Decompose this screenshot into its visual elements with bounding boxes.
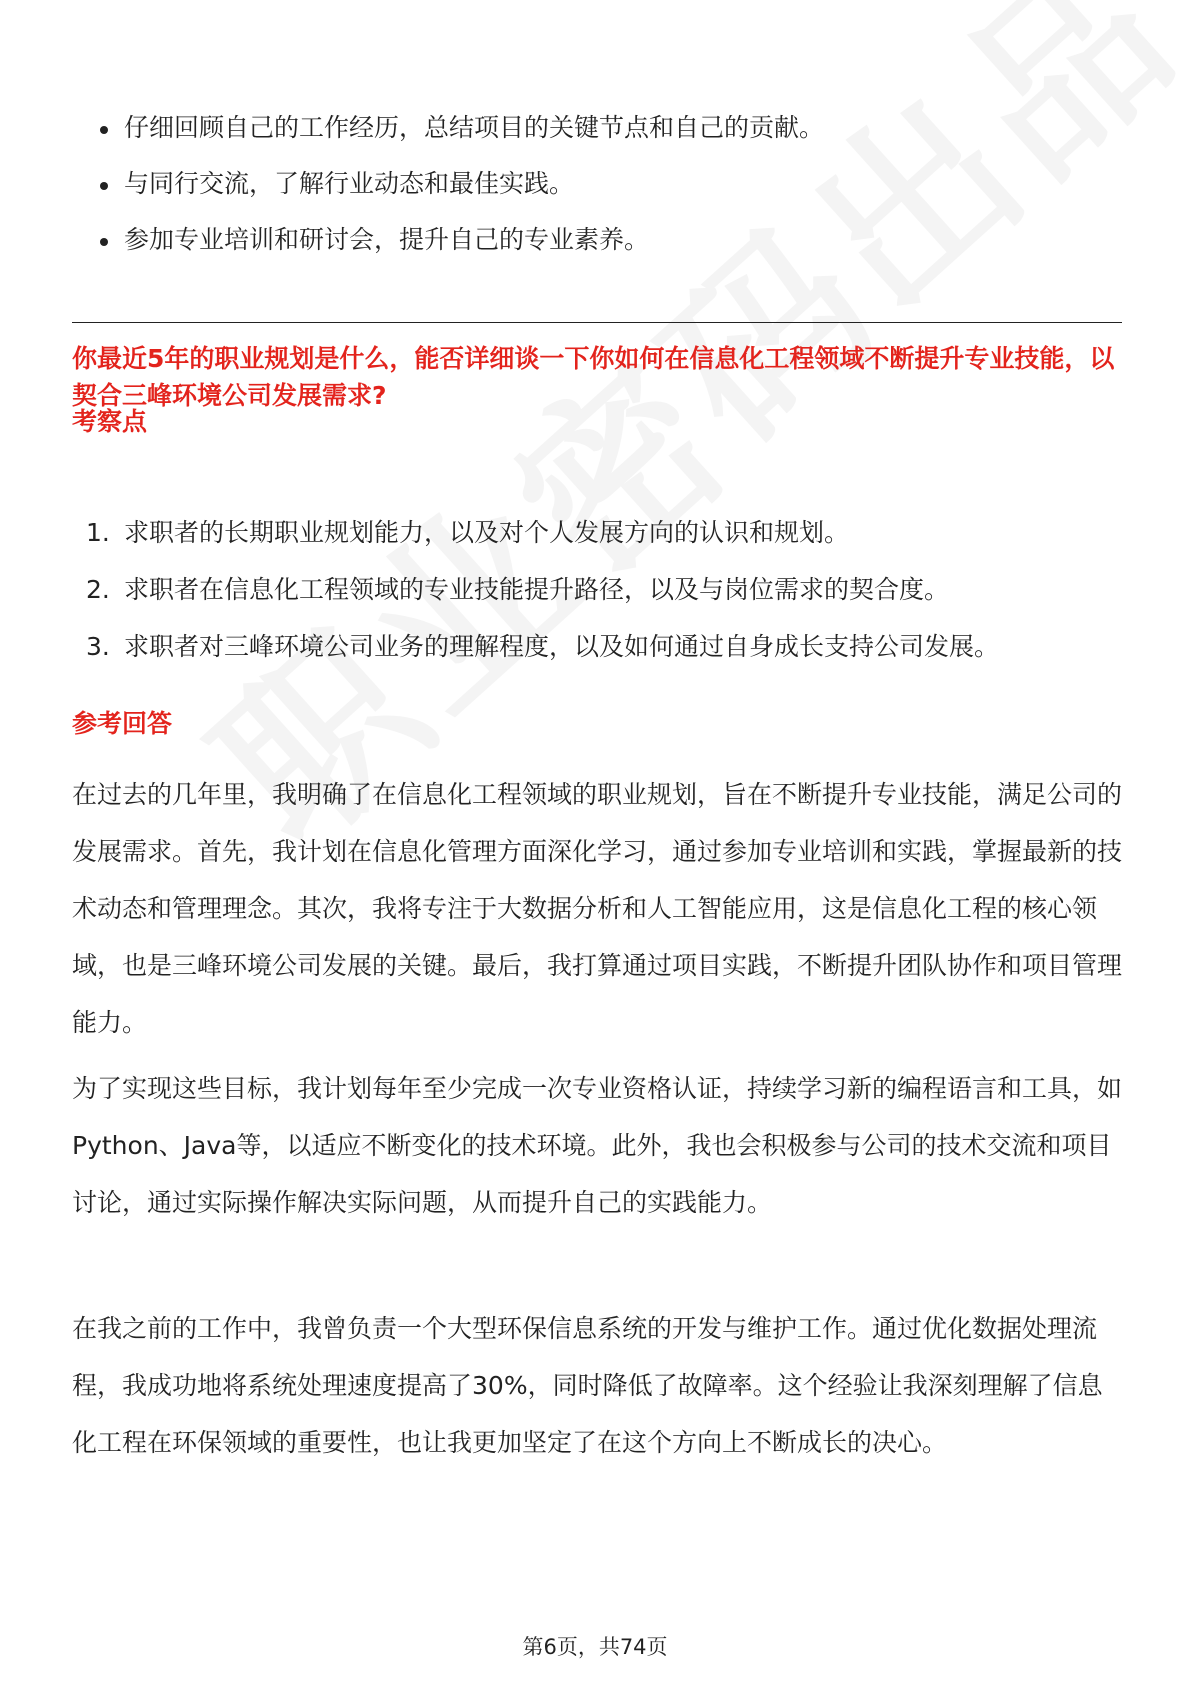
list-number: 1. [86,518,110,547]
list-number: 3. [86,632,110,661]
list-text: 求职者的长期职业规划能力，以及对个人发展方向的认识和规划。 [124,518,850,547]
list-item [72,504,1122,561]
section-divider [72,322,1122,323]
question-title: 你最近5年的职业规划是什么，能否详细谈一下你如何在信息化工程领域不断提升专业技能，以契合三峰环境公司发展需求? [72,344,1115,410]
answer-paragraph: 在我之前的工作中，我曾负责一个大型环保信息系统的开发与维护工作。通过优化数据处理流程，我成功地将系统处理速度提高了30%，同时降低了故障率。这个经验让我深刻理解了信息化工程在环保领域的重要性，也让我更加坚定了在这个方向上不断成长的决心。 [72,1314,1103,1457]
list-item: 仔细回顾自己的工作经历，总结项目的关键节点和自己的贡献。 [72,100,824,156]
list-item [72,561,1122,618]
list-text: 求职者在信息化工程领域的专业技能提升路径，以及与岗位需求的契合度。 [124,575,950,604]
list-item [72,618,1122,675]
answer-heading: 参考回答 [72,709,173,738]
answer-paragraph: 在过去的几年里，我明确了在信息化工程领域的职业规划，旨在不断提升专业技能，满足公司的发展需求。首先，我计划在信息化管理方面深化学习，通过参加专业培训和实践，掌握最新的技术动态和管理理念。其次，我将专注于大数据分析和人工智能应用，这是信息化工程的核心领域，也是三峰环境公司发展的关键。最后，我打算通过项目实践，不断提升团队协作和项目管理能力。 [72,780,1123,1037]
list-number: 2. [86,575,110,604]
assessment-heading: 考察点 [72,407,148,436]
list-text: 求职者对三峰环境公司业务的理解程度，以及如何通过自身成长支持公司发展。 [124,632,1000,661]
list-item: 参加专业培训和研讨会，提升自己的专业素养。 [72,212,824,268]
assessment-list [72,504,1122,675]
list-item: 与同行交流，了解行业动态和最佳实践。 [72,156,824,212]
answer-paragraph: 为了实现这些目标，我计划每年至少完成一次专业资格认证，持续学习新的编程语言和工具，如Python、Java等，以适应不断变化的技术环境。此外，我也会积极参与公司的技术交流和项目讨论，通过实际操作解决实际问题，从而提升自己的实践能力。 [72,1074,1123,1217]
bullet-list [72,100,824,268]
page-footer: 第6页，共74页 [522,1635,668,1659]
